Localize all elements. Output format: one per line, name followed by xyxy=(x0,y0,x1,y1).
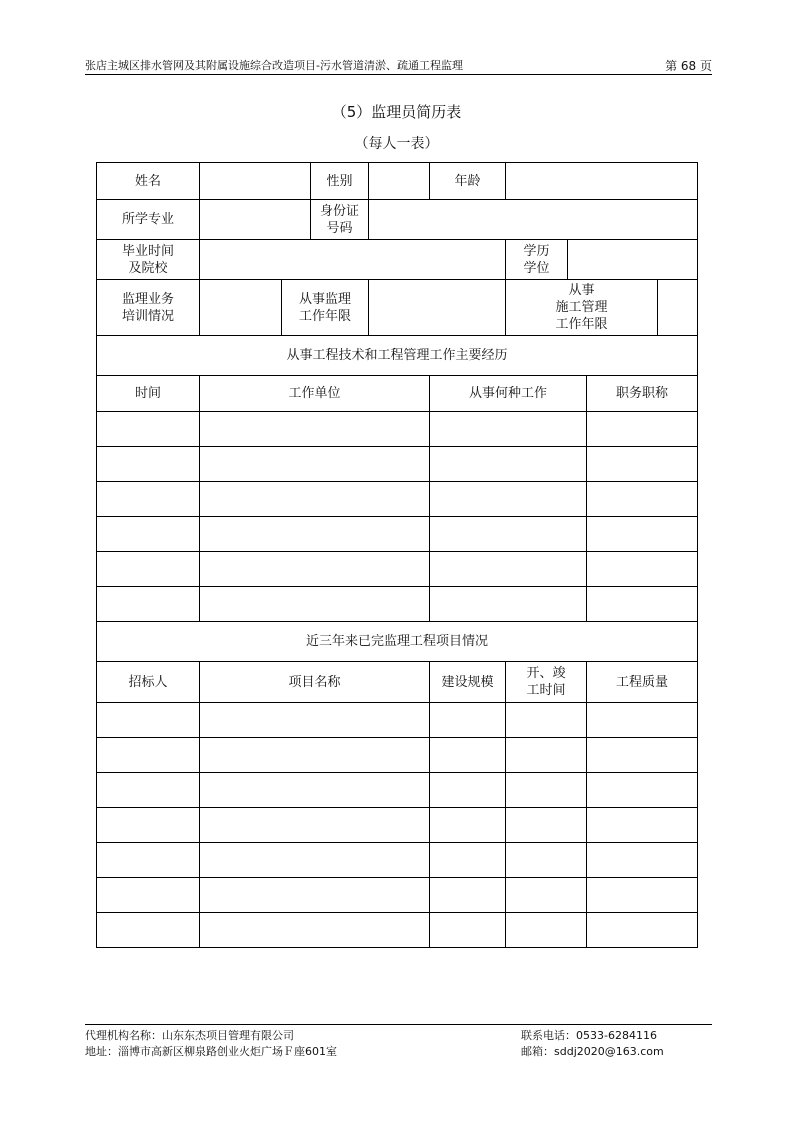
graduation-label xyxy=(97,240,200,280)
project-row xyxy=(97,773,698,808)
experience-time-cell[interactable] xyxy=(97,412,200,447)
project-client-cell[interactable] xyxy=(97,703,200,738)
experience-time-cell[interactable] xyxy=(97,552,200,587)
header-rule xyxy=(85,74,712,75)
graduation-field[interactable] xyxy=(200,240,506,280)
training-label-line2: 培训情况 xyxy=(121,308,174,324)
project-name-cell[interactable] xyxy=(200,773,430,808)
id-number-label xyxy=(311,200,369,240)
project-row xyxy=(97,808,698,843)
project-period-cell[interactable] xyxy=(506,703,587,738)
experience-work-cell[interactable] xyxy=(430,587,587,622)
projects-header-period xyxy=(506,662,587,703)
experience-row xyxy=(97,517,698,552)
footer-agency: 代理机构名称：山东东杰项目管理有限公司 xyxy=(85,1029,294,1042)
experience-title-cell[interactable] xyxy=(587,552,698,587)
experience-work-cell[interactable] xyxy=(430,482,587,517)
experience-header-employer: 工作单位 xyxy=(200,376,430,412)
experience-section-title: 从事工程技术和工程管理工作主要经历 xyxy=(97,336,698,376)
project-quality-cell[interactable] xyxy=(587,808,698,843)
experience-time-cell[interactable] xyxy=(97,517,200,552)
experience-time-cell[interactable] xyxy=(97,447,200,482)
experience-title-cell[interactable] xyxy=(587,517,698,552)
construction-years-label xyxy=(506,280,658,336)
gender-label: 性别 xyxy=(311,163,369,200)
experience-employer-cell[interactable] xyxy=(200,517,430,552)
major-field[interactable] xyxy=(200,200,311,240)
experience-employer-cell[interactable] xyxy=(200,552,430,587)
project-client-cell[interactable] xyxy=(97,878,200,913)
page-header xyxy=(85,57,712,73)
project-scale-cell[interactable] xyxy=(430,878,506,913)
projects-section-title: 近三年来已完监理工程项目情况 xyxy=(97,622,698,662)
id-number-label-line1: 身份证 xyxy=(319,203,359,219)
experience-work-cell[interactable] xyxy=(430,552,587,587)
age-label: 年龄 xyxy=(430,163,506,200)
experience-work-cell[interactable] xyxy=(430,412,587,447)
project-quality-cell[interactable] xyxy=(587,843,698,878)
experience-employer-cell[interactable] xyxy=(200,412,430,447)
experience-work-cell[interactable] xyxy=(430,517,587,552)
project-period-cell[interactable] xyxy=(506,738,587,773)
major-label: 所学专业 xyxy=(97,200,200,240)
project-client-cell[interactable] xyxy=(97,913,200,948)
experience-time-cell[interactable] xyxy=(97,482,200,517)
degree-label-line2: 学位 xyxy=(523,260,550,276)
construction-years-label-line2: 施工管理 xyxy=(555,300,608,315)
projects-header-client: 招标人 xyxy=(97,662,200,703)
training-label-line1: 监理业务 xyxy=(121,291,174,307)
project-quality-cell[interactable] xyxy=(587,703,698,738)
footer-address: 地址：淄博市高新区柳泉路创业火炬广场Ｆ座601室 xyxy=(85,1045,337,1058)
supervision-years-field[interactable] xyxy=(369,280,506,336)
experience-row xyxy=(97,552,698,587)
degree-label-line1: 学历 xyxy=(523,243,550,259)
experience-header-time: 时间 xyxy=(97,376,200,412)
project-name-cell[interactable] xyxy=(200,878,430,913)
project-name-cell[interactable] xyxy=(200,738,430,773)
footer-phone: 联系电话：0533-6284116 xyxy=(521,1029,657,1042)
project-quality-cell[interactable] xyxy=(587,773,698,808)
resume-table xyxy=(96,162,698,948)
project-client-cell[interactable] xyxy=(97,808,200,843)
project-scale-cell[interactable] xyxy=(430,703,506,738)
experience-row xyxy=(97,447,698,482)
project-quality-cell[interactable] xyxy=(587,738,698,773)
supervision-years-label xyxy=(282,280,369,336)
project-row xyxy=(97,913,698,948)
construction-years-field[interactable] xyxy=(658,280,698,336)
footer-rule xyxy=(85,1024,712,1025)
projects-header-quality: 工程质量 xyxy=(587,662,698,703)
experience-header-title: 职务职称 xyxy=(587,376,698,412)
construction-years-label-line1: 从事 xyxy=(568,283,595,298)
experience-employer-cell[interactable] xyxy=(200,587,430,622)
project-name-cell[interactable] xyxy=(200,703,430,738)
project-period-cell[interactable] xyxy=(506,773,587,808)
project-client-cell[interactable] xyxy=(97,773,200,808)
project-row xyxy=(97,703,698,738)
degree-field[interactable] xyxy=(568,240,698,280)
project-scale-cell[interactable] xyxy=(430,773,506,808)
experience-title-cell[interactable] xyxy=(587,587,698,622)
gender-field[interactable] xyxy=(369,163,430,200)
project-period-cell[interactable] xyxy=(506,843,587,878)
experience-row xyxy=(97,587,698,622)
experience-employer-cell[interactable] xyxy=(200,482,430,517)
supervision-years-label-line1: 从事监理 xyxy=(298,291,351,307)
project-scale-cell[interactable] xyxy=(430,843,506,878)
projects-header-period-line2: 工时间 xyxy=(526,683,566,698)
project-row xyxy=(97,843,698,878)
header-project-title: 张店主城区排水管网及其附属设施综合改造项目-污水管道清淤、疏通工程监理 xyxy=(85,59,463,72)
construction-years-label-line3: 工作年限 xyxy=(555,317,608,332)
project-quality-cell[interactable] xyxy=(587,878,698,913)
experience-title-cell[interactable] xyxy=(587,482,698,517)
training-label xyxy=(97,280,200,336)
project-client-cell[interactable] xyxy=(97,843,200,878)
project-period-cell[interactable] xyxy=(506,808,587,843)
form-subtitle: （每人一表） xyxy=(354,136,439,152)
projects-header-scale: 建设规模 xyxy=(430,662,506,703)
footer-email: 邮箱：sddj2020@163.com xyxy=(521,1045,664,1058)
experience-row xyxy=(97,412,698,447)
experience-row xyxy=(97,482,698,517)
experience-employer-cell[interactable] xyxy=(200,447,430,482)
experience-work-cell[interactable] xyxy=(430,447,587,482)
form-title: （5）监理员简历表 xyxy=(331,103,462,121)
name-field[interactable] xyxy=(200,163,311,200)
project-quality-cell[interactable] xyxy=(587,913,698,948)
projects-header-period-line1: 开、竣 xyxy=(526,666,566,681)
id-number-label-line2: 号码 xyxy=(326,220,353,236)
header-page-number: 第 68 页 xyxy=(665,59,712,73)
experience-title-cell[interactable] xyxy=(587,412,698,447)
graduation-label-line2: 及院校 xyxy=(128,260,168,276)
project-row xyxy=(97,738,698,773)
name-label: 姓名 xyxy=(97,163,200,200)
id-number-field[interactable] xyxy=(369,200,698,240)
graduation-label-line1: 毕业时间 xyxy=(121,243,174,259)
project-period-cell[interactable] xyxy=(506,913,587,948)
degree-label xyxy=(506,240,568,280)
project-row xyxy=(97,878,698,913)
projects-header-project-name: 项目名称 xyxy=(200,662,430,703)
project-client-cell[interactable] xyxy=(97,738,200,773)
project-period-cell[interactable] xyxy=(506,878,587,913)
project-scale-cell[interactable] xyxy=(430,738,506,773)
project-name-cell[interactable] xyxy=(200,808,430,843)
project-name-cell[interactable] xyxy=(200,913,430,948)
project-scale-cell[interactable] xyxy=(430,913,506,948)
supervision-years-label-line2: 工作年限 xyxy=(298,308,351,324)
project-name-cell[interactable] xyxy=(200,843,430,878)
age-field[interactable] xyxy=(506,163,698,200)
experience-time-cell[interactable] xyxy=(97,587,200,622)
experience-title-cell[interactable] xyxy=(587,447,698,482)
project-scale-cell[interactable] xyxy=(430,808,506,843)
experience-header-work-type: 从事何种工作 xyxy=(430,376,587,412)
training-field[interactable] xyxy=(200,280,282,336)
